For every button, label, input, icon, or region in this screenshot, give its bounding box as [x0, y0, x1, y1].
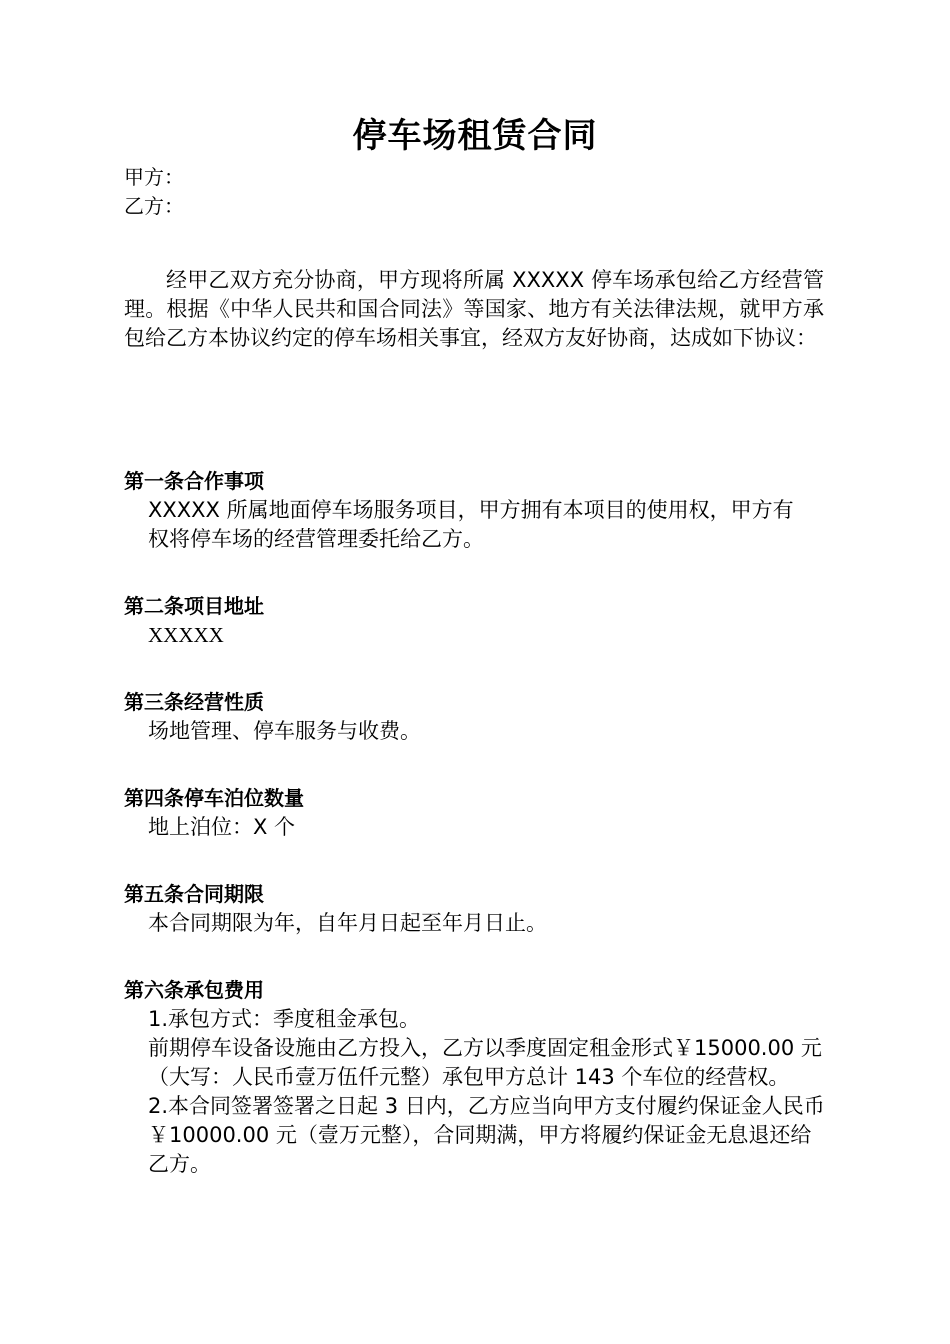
article-2-line-1: XXXXX: [148, 623, 224, 647]
article-2-heading: 第二条项目地址: [124, 594, 264, 618]
article-1-heading: 第一条合作事项: [124, 469, 264, 493]
article-1-line-2: 权将停车场的经营管理委托给乙方。: [148, 527, 484, 551]
article-6-line-4: 2.本合同签署签署之日起 3 日内，乙方应当向甲方支付履约保证金人民币: [148, 1094, 825, 1118]
article-3-heading: 第三条经营性质: [124, 690, 264, 714]
article-4-heading: 第四条停车泊位数量: [124, 786, 304, 810]
article-3-line-1: 场地管理、停车服务与收费。: [148, 719, 421, 743]
article-6-line-3: （大写：人民币壹万伍仟元整）承包甲方总计 143 个车位的经营权。: [148, 1065, 790, 1089]
article-6-line-2: 前期停车设备设施由乙方投入，乙方以季度固定租金形式￥15000.00 元: [148, 1036, 822, 1060]
article-6-line-6: 乙方。: [148, 1152, 211, 1176]
party-a-label: 甲方：: [124, 165, 184, 189]
article-5-line-1: 本合同期限为年，自年月日起至年月日止。: [148, 911, 547, 935]
article-1-line-1: XXXXX 所属地面停车场服务项目，甲方拥有本项目的使用权，甲方有: [148, 498, 794, 522]
article-6-line-5: ￥10000.00 元（壹万元整），合同期满，甲方将履约保证金无息退还给: [148, 1123, 812, 1147]
article-5-heading: 第五条合同期限: [124, 882, 264, 906]
intro-paragraph: 经甲乙双方充分协商，甲方现将所属 XXXXX 停车场承包给乙方经营管理。根据《中华人民共和国合同法》等国家、地方有关法律法规，就甲方承包给乙方本协议约定的停车场相关事宜，经双方友好协商，达成如下协议：: [124, 268, 824, 350]
article-6-heading: 第六条承包费用: [124, 978, 264, 1002]
article-6-line-1: 1.承包方式：季度租金承包。: [148, 1007, 421, 1031]
document-title: 停车场租赁合同: [352, 116, 598, 156]
party-b-label: 乙方：: [124, 194, 184, 218]
article-4-line-1: 地上泊位：X 个: [148, 815, 296, 839]
